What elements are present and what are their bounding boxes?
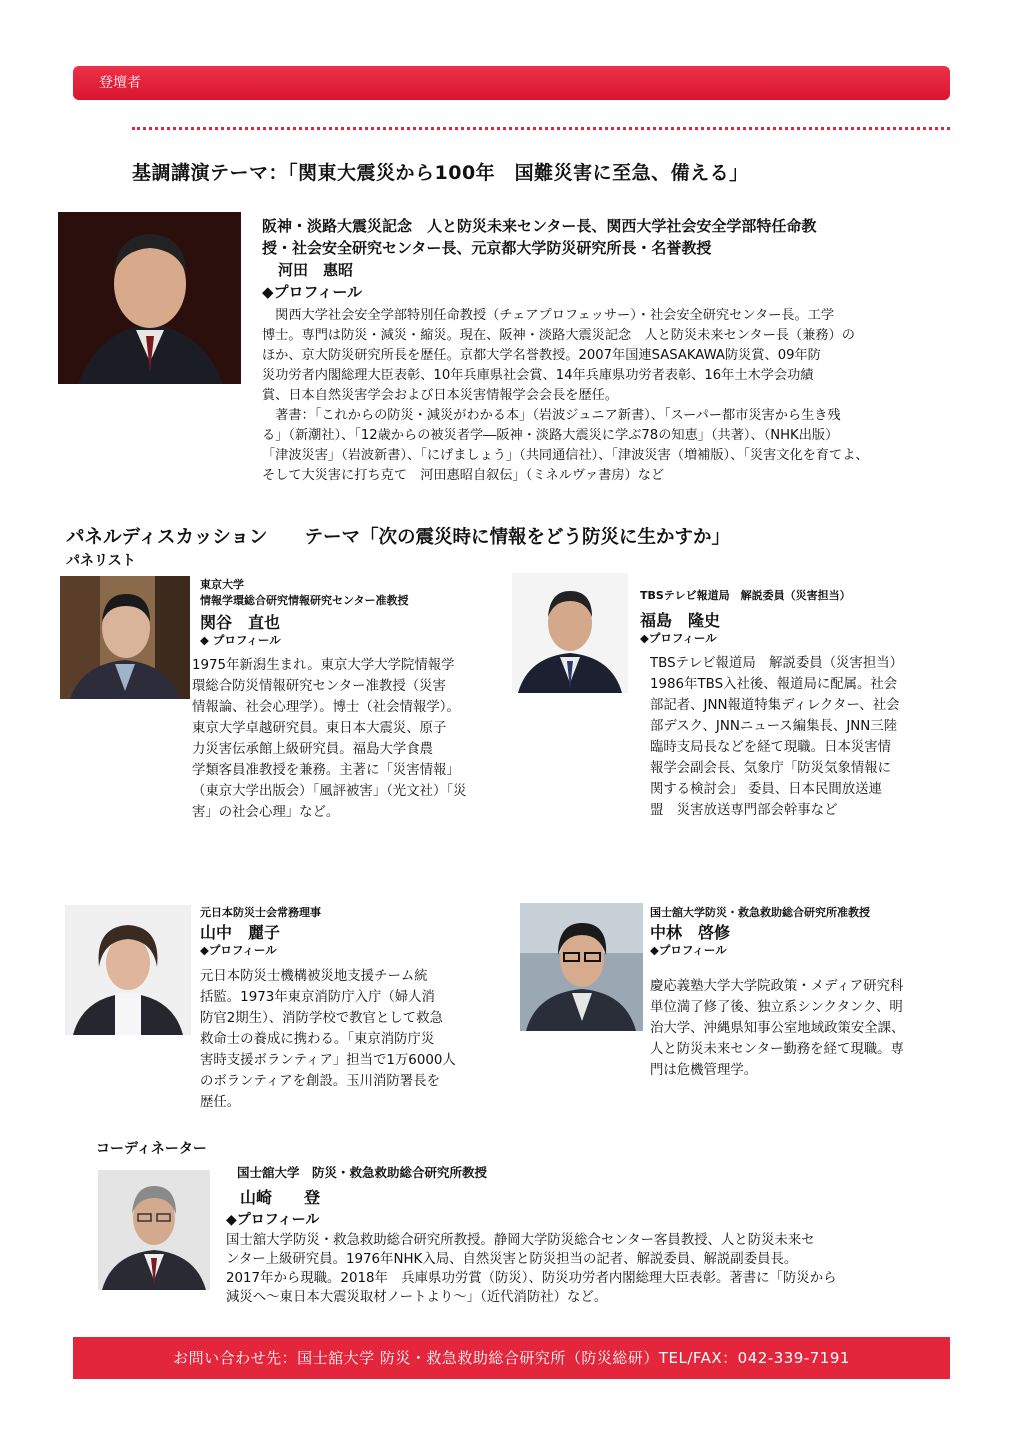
bio-line: TBSテレビ報道局 解説委員（災害担当） bbox=[650, 656, 904, 671]
panelist-affiliation: TBSテレビ報道局 解説委員（災害担当） bbox=[640, 589, 851, 602]
portrait-image bbox=[65, 905, 191, 1035]
keynote-speaker-photo bbox=[58, 212, 241, 384]
keynote-affiliation: 阪神・淡路大震災記念 人と防災未来センター長、関西大学社会安全学部特任命教 bbox=[262, 217, 817, 235]
bio-line: 括監。1973年東京消防庁入庁（婦人消 bbox=[200, 990, 435, 1005]
bio-line: 歴任。 bbox=[200, 1095, 241, 1110]
contact-text: お問い合わせ先：国士舘大学 防災・救急救助総合研究所（防災総研）TEL/FAX：042-339-7191 bbox=[173, 1349, 850, 1367]
panelist-affiliation: 元日本防災士会常務理事 bbox=[200, 906, 321, 919]
bio-line: 防官2期生）、消防学校で教官として救急 bbox=[200, 1011, 443, 1026]
panelist-photo bbox=[512, 573, 628, 693]
panel-title: パネルディスカッション テーマ「次の震災時に情報をどう防災に生かすか」 bbox=[66, 527, 730, 548]
panelist-profile-label: ◆プロフィール bbox=[650, 943, 727, 957]
panelist-affiliation: 情報学環総合研究情報研究センター准教授 bbox=[200, 594, 409, 607]
bio-line: 部デスク、JNNニュース編集長、JNN三陸 bbox=[650, 719, 898, 734]
bio-line: 「津波災害」（岩波新書）、「にげましょう」（共同通信社）、「津波災害（増補版）、「災害文化を育てよ、 bbox=[262, 448, 869, 463]
bio-line: 賞、日本自然災害学会および日本災害情報学会会長を歴任。 bbox=[262, 388, 619, 403]
contact-footer bbox=[73, 1337, 950, 1379]
bio-line: 東京大学卓越研究員。東日本大震災、原子 bbox=[192, 721, 447, 736]
panelist-name: 山中 麗子 bbox=[200, 923, 281, 942]
coordinator-name: 山崎 登 bbox=[240, 1188, 321, 1207]
section-header-label: 登壇者 bbox=[99, 75, 141, 91]
bio-line: 部記者、JNN報道特集ディレクター、社会 bbox=[650, 698, 900, 713]
bio-line: 救命士の養成に携わる。「東京消防庁災 bbox=[200, 1032, 435, 1047]
bio-line: ほか、京大防災研究所長を歴任。京都大学名誉教授。2007年国連SASAKAWA防災賞、09年防 bbox=[262, 348, 821, 363]
keynote-title: 基調講演テーマ：「関東大震災から100年 国難災害に至急、備える」 bbox=[132, 162, 749, 184]
panelist-profile-label: ◆プロフィール bbox=[640, 631, 717, 645]
bio-line: 報学会副会長、気象庁「防災気象情報に bbox=[650, 761, 892, 776]
bio-line: 臨時支局長などを経て現職。日本災害情 bbox=[650, 740, 892, 755]
bio-line: 著書：「これからの防災・減災がわかる本」（岩波ジュニア新書）、「スーパー都市災害から生き残 bbox=[262, 408, 841, 423]
portrait-image bbox=[58, 212, 241, 384]
bio-line: る」（新潮社）、「12歳からの被災者学―阪神・淡路大震災に学ぶ78の知恵」（共著）、（NHK出版） bbox=[262, 428, 839, 443]
panelist-name: 中林 啓修 bbox=[650, 923, 731, 942]
bio-line: 元日本防災士機構被災地支援チーム統 bbox=[200, 969, 428, 984]
portrait-image bbox=[512, 573, 628, 693]
bio-line: 関西大学社会安全学部特別任命教授（チェアプロフェッサー）・社会安全研究センター長。工学 bbox=[262, 308, 835, 323]
bio-line: 害」の社会心理」など。 bbox=[192, 805, 340, 820]
bio-line: 学類客員准教授を兼務。主著に「災害情報」 bbox=[192, 763, 460, 778]
keynote-speaker-name: 河田 惠昭 bbox=[278, 261, 354, 279]
keynote-affiliation: 授・社会安全研究センター長、元京都大学防災研究所長・名誉教授 bbox=[262, 239, 712, 257]
keynote-profile-label: ◆プロフィール bbox=[262, 283, 363, 301]
bio-line: 情報論、社会心理学）。博士（社会情報学）。 bbox=[192, 700, 460, 715]
bio-line: 博士。専門は防災・減災・縮災。現在、阪神・淡路大震災記念 人と防災未来センター長（兼務）の bbox=[262, 328, 855, 343]
panelist-profile-label: ◆ プロフィール bbox=[200, 633, 281, 647]
bio-line: 減災へ～東日本大震災取材ノートより～」（近代消防社）など。 bbox=[226, 1290, 608, 1305]
bio-line: 害時支援ボランティア」担当で1万6000人 bbox=[200, 1053, 456, 1068]
bio-line: 門は危機管理学。 bbox=[650, 1063, 758, 1078]
bio-line: 人と防災未来センター勤務を経て現職。専 bbox=[650, 1042, 904, 1057]
bio-line: 盟 災害放送専門部会幹事など bbox=[650, 803, 838, 818]
bio-line: のボランティアを創設。玉川消防署長を bbox=[200, 1074, 440, 1089]
bio-line: 1986年TBS入社後、報道局に配属。社会 bbox=[650, 677, 898, 692]
panelist-affiliation: 国士舘大学防災・救急救助総合研究所准教授 bbox=[650, 906, 870, 919]
panelist-photo bbox=[60, 576, 190, 699]
bio-line: （東京大学出版会）「風評被害」（光文社）「災 bbox=[192, 784, 467, 799]
panelist-name: 関谷 直也 bbox=[200, 613, 281, 632]
bio-line: 力災害伝承館上級研究員。福島大学食農 bbox=[192, 742, 434, 757]
portrait-image bbox=[98, 1170, 210, 1290]
bio-line: 環総合防災情報研究センター准教授（災害 bbox=[192, 679, 446, 694]
bio-line: ンター上級研究員。1976年NHK入局、自然災害と防災担当の記者、解説委員、解説副委員長。 bbox=[226, 1252, 798, 1267]
bio-line: 1975年新潟生まれ。東京大学大学院情報学 bbox=[192, 658, 455, 673]
bio-line: 災功労者内閣総理大臣表彰、10年兵庫県社会賞、14年兵庫県功労者表彰、16年土木学会功績 bbox=[262, 368, 814, 383]
portrait-image bbox=[60, 576, 190, 699]
panelist-profile-label: ◆プロフィール bbox=[200, 943, 277, 957]
panelist-name: 福島 隆史 bbox=[640, 611, 721, 630]
dotted-divider bbox=[132, 127, 950, 130]
bio-line: 関する検討会」 委員、日本民間放送連 bbox=[650, 782, 882, 797]
coordinator-label: コーディネーター bbox=[96, 1141, 207, 1157]
bio-line: 国士舘大学防災・救急救助総合研究所教授。静岡大学防災総合センター客員教授、人と防災未来セ bbox=[226, 1233, 815, 1248]
bio-line: そして大災害に打ち克て 河田惠昭自叙伝」（ミネルヴァ書房）など bbox=[262, 468, 665, 483]
coordinator-photo bbox=[98, 1170, 210, 1290]
panelists-label: パネリスト bbox=[66, 553, 136, 569]
coordinator-affiliation: 国士舘大学 防災・救急救助総合研究所教授 bbox=[237, 1165, 488, 1180]
section-header-bar bbox=[73, 66, 950, 100]
coordinator-profile-label: ◆プロフィール bbox=[226, 1212, 320, 1228]
bio-line: 単位満了修了後、独立系シンクタンク、明 bbox=[650, 1000, 903, 1015]
panelist-affiliation: 東京大学 bbox=[200, 578, 244, 591]
panelist-photo bbox=[65, 905, 191, 1035]
bio-line: 慶応義塾大学大学院政策・メディア研究科 bbox=[650, 979, 904, 994]
bio-line: 治大学、沖縄県知事公室地域政策安全課、 bbox=[650, 1021, 905, 1036]
bio-line: 2017年から現職。2018年 兵庫県功労賞（防災）、防災功労者内閣総理大臣表彰。著書に「防災から bbox=[226, 1271, 837, 1286]
panelist-photo bbox=[520, 903, 643, 1031]
portrait-image bbox=[520, 903, 643, 1031]
